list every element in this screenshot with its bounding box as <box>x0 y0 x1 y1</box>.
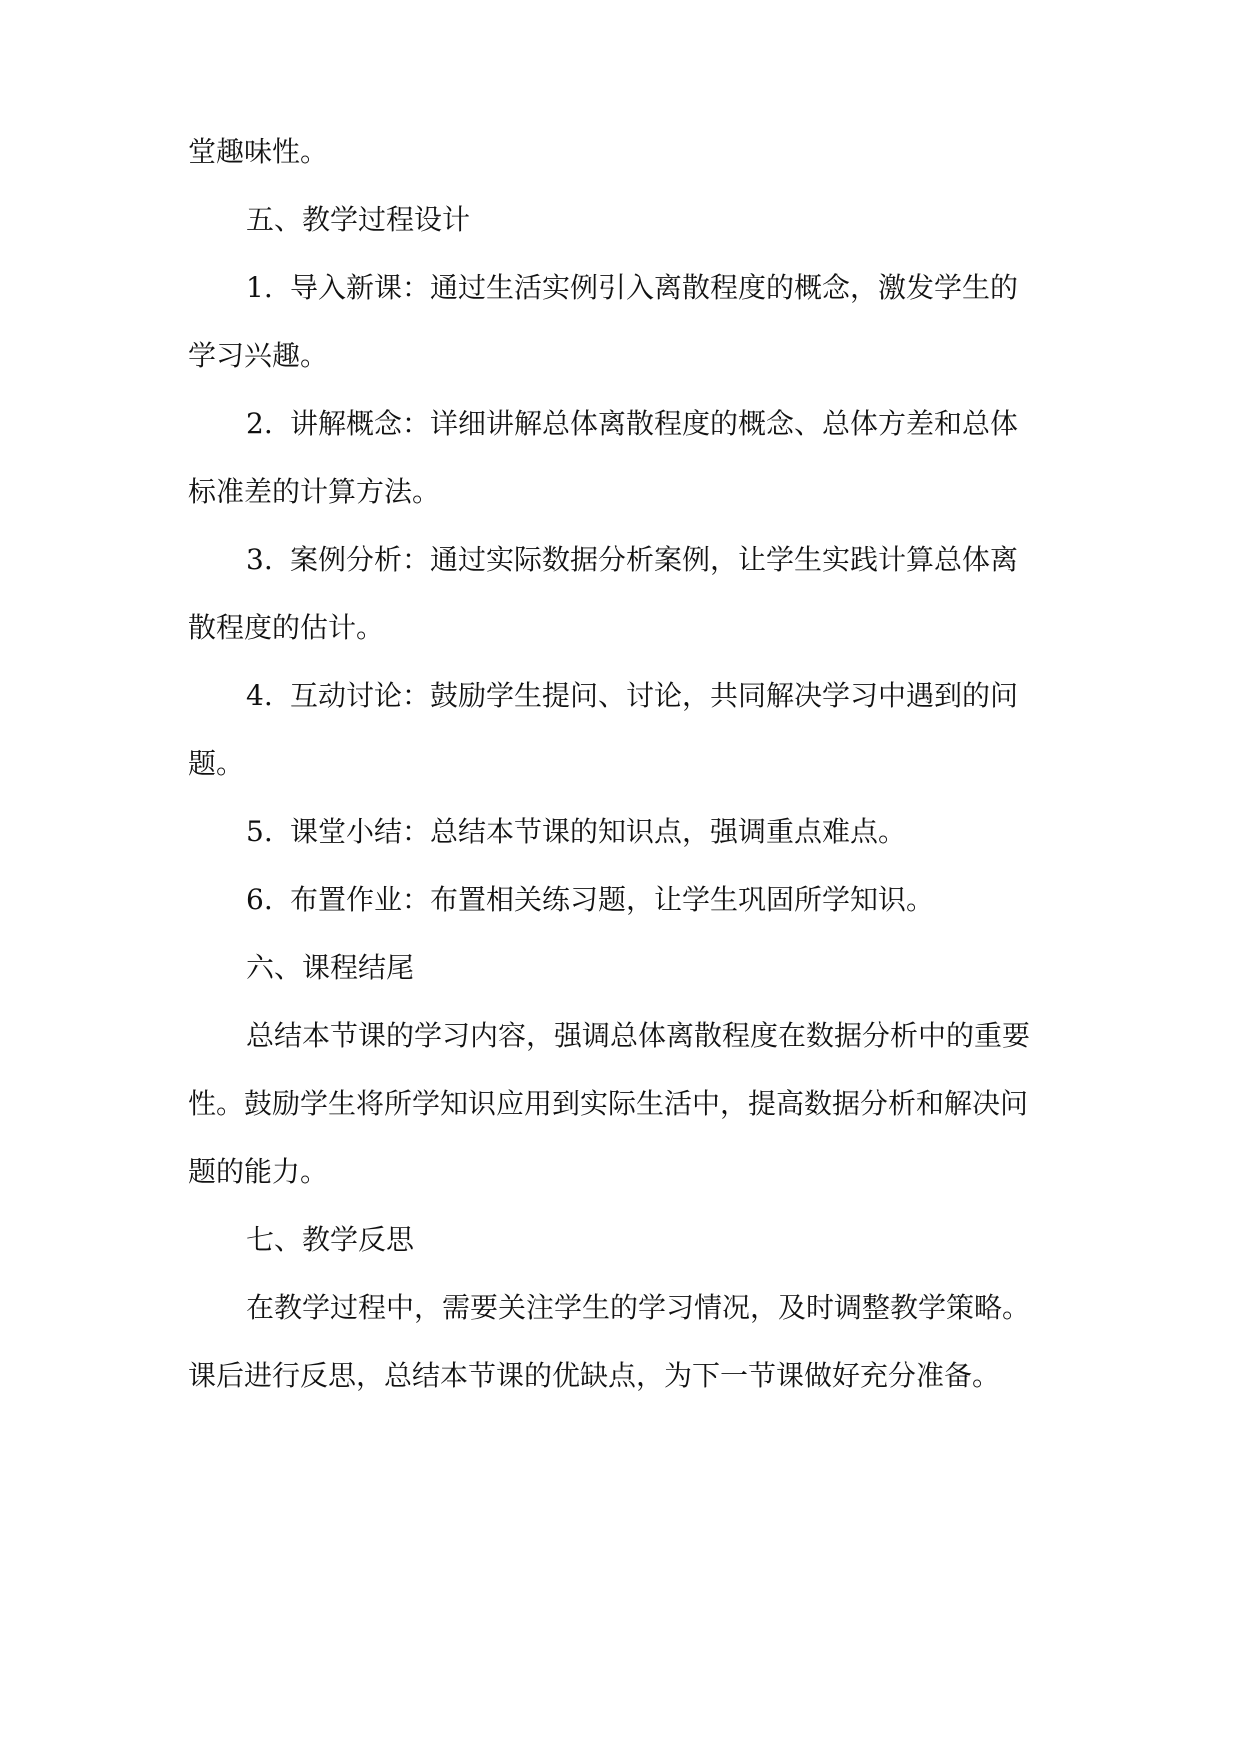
list-item-2 <box>246 404 1146 444</box>
section-heading-6: 六、课程结尾 <box>246 951 415 984</box>
paragraph-line: 在教学过程中，需要关注学生的学习情况，及时调整教学策略。 <box>246 1291 1031 1324</box>
list-text: 讲解概念：详细讲解总体离散程度的概念、总体方差和总体 <box>290 407 1019 440</box>
list-item-1-cont: 学习兴趣。 <box>188 339 329 372</box>
list-text: 互动讨论：鼓励学生提问、讨论，共同解决学习中遇到的问 <box>290 679 1019 712</box>
list-item-4 <box>246 676 1146 716</box>
list-item-6 <box>246 880 1146 920</box>
list-number: 2. <box>246 407 273 440</box>
section-heading-7: 七、教学反思 <box>246 1223 415 1256</box>
section-heading-5: 五、教学过程设计 <box>246 203 471 236</box>
continued-text: 堂趣味性。 <box>188 135 329 168</box>
list-text: 案例分析：通过实际数据分析案例，让学生实践计算总体离 <box>290 543 1019 576</box>
list-text: 布置作业：布置相关练习题，让学生巩固所学知识。 <box>290 883 935 916</box>
list-item-5 <box>246 812 1146 852</box>
list-number: 1. <box>246 271 273 304</box>
list-text: 课堂小结：总结本节课的知识点，强调重点难点。 <box>290 815 907 848</box>
list-item-1 <box>246 268 1146 308</box>
list-item-4-cont: 题。 <box>188 747 245 780</box>
list-number: 5. <box>246 815 273 848</box>
list-text: 导入新课：通过生活实例引入离散程度的概念，激发学生的 <box>290 271 1019 304</box>
list-number: 3. <box>246 543 273 576</box>
list-item-2-cont: 标准差的计算方法。 <box>188 475 441 508</box>
list-number: 4. <box>246 679 273 712</box>
list-number: 6. <box>246 883 273 916</box>
paragraph-line: 总结本节课的学习内容，强调总体离散程度在数据分析中的重要 <box>246 1019 1031 1052</box>
paragraph-line: 课后进行反思，总结本节课的优缺点，为下一节课做好充分准备。 <box>188 1359 1001 1392</box>
list-item-3 <box>246 540 1146 580</box>
paragraph-line: 题的能力。 <box>188 1155 329 1188</box>
paragraph-line: 性。鼓励学生将所学知识应用到实际生活中，提高数据分析和解决问 <box>188 1087 1029 1120</box>
list-item-3-cont: 散程度的估计。 <box>188 611 385 644</box>
